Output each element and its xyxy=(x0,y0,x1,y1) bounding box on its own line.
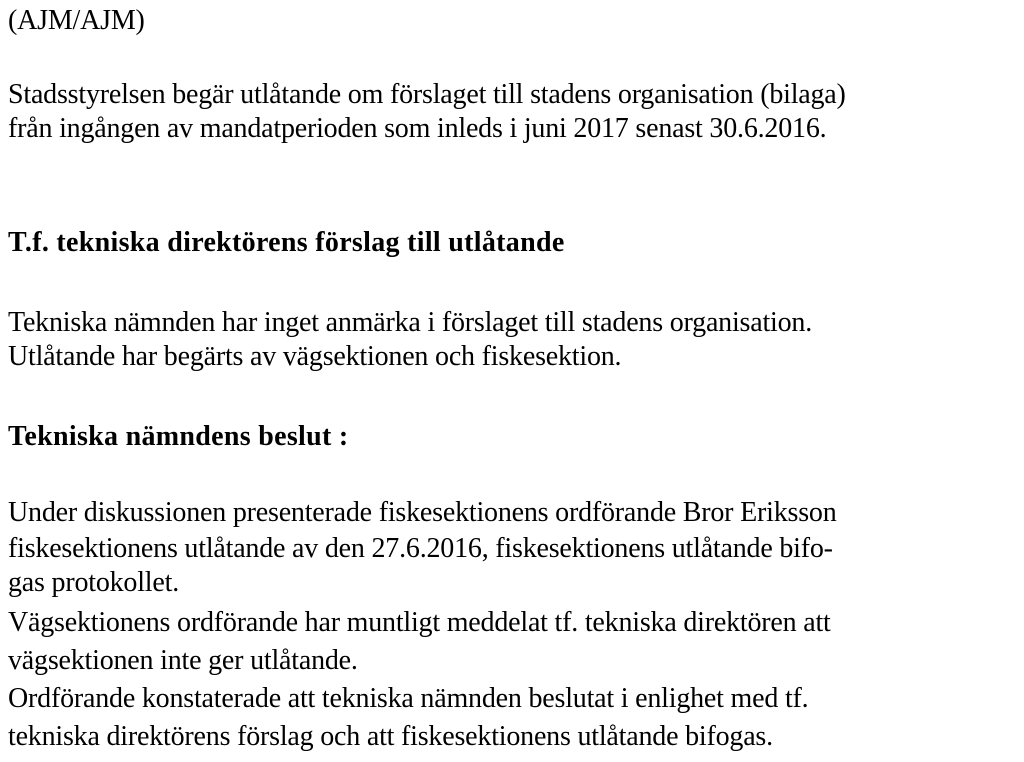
decision-line-7: tekniska direktörens förslag och att fiskesektionens utlåtande bifogas. xyxy=(8,721,773,752)
decision-heading: Tekniska nämndens beslut : xyxy=(8,421,349,452)
proposal-line-2: Utlåtande har begärts av vägsektionen och fiskesektion. xyxy=(8,341,622,372)
reference-code: (AJM/AJM) xyxy=(8,5,145,36)
decision-line-5: vägsektionen inte ger utlåtande. xyxy=(8,645,358,676)
proposal-line-1: Tekniska nämnden har inget anmärka i förslaget till stadens organisation. xyxy=(8,307,813,338)
intro-line-1: Stadsstyrelsen begär utlåtande om förslaget till stadens organisation (bilaga) xyxy=(8,79,846,110)
decision-line-1: Under diskussionen presenterade fiskesektionens ordförande Bror Eriksson xyxy=(8,497,837,528)
decision-line-2: fiskesektionens utlåtande av den 27.6.2016, fiskesektionens utlåtande bifo- xyxy=(8,533,833,564)
proposal-heading: T.f. tekniska direktörens förslag till utlåtande xyxy=(8,227,565,258)
intro-line-2: från ingången av mandatperioden som inleds i juni 2017 senast 30.6.2016. xyxy=(8,113,827,144)
decision-line-4: Vägsektionens ordförande har muntligt meddelat tf. tekniska direktören att xyxy=(8,607,831,638)
decision-line-6: Ordförande konstaterade att tekniska nämnden beslutat i enlighet med tf. xyxy=(8,683,809,714)
decision-line-3: gas protokollet. xyxy=(8,567,179,598)
